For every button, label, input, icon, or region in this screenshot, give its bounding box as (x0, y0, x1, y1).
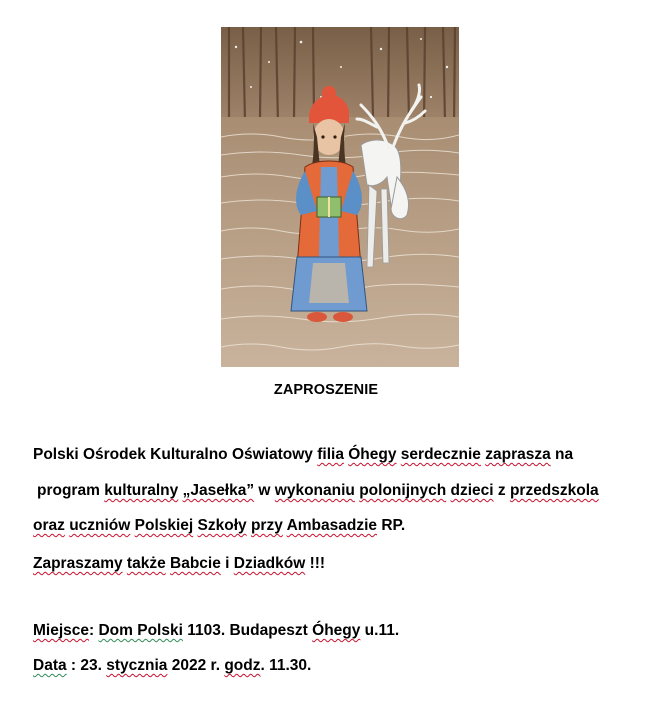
line-3-text-e: Polskiej (134, 517, 194, 534)
place-venue: Dom Polski (98, 622, 183, 639)
line-1-text-f: serdecznie (400, 446, 481, 463)
paragraph-line-1 (33, 445, 573, 465)
date-hour-label: godz (224, 657, 261, 674)
line-2-text-j: dzieci (450, 482, 494, 499)
line-4-text-a: Zapraszamy (33, 555, 123, 572)
place-address: 1103. Budapeszt (182, 622, 313, 639)
line-2-text-h: polonijnych (359, 482, 447, 499)
line-2-text-k: z (493, 482, 510, 499)
line-1-text-d: Óhegy (348, 446, 397, 463)
event-date (33, 656, 311, 676)
line-2-text-b: kulturalny (104, 482, 179, 499)
line-4-text-c: także (126, 555, 166, 572)
line-2-text-e: w (254, 482, 275, 499)
paragraph-line-3 (33, 516, 405, 536)
line-4-text-f: i (220, 555, 234, 572)
date-month: stycznia (106, 657, 168, 674)
place-street: u.11. (360, 622, 400, 639)
paragraph-line-2 (37, 481, 599, 501)
invitation-title: ZAPROSZENIE (273, 382, 379, 398)
line-3-text-c: uczniów (69, 517, 131, 534)
line-4-text-h: !!! (305, 555, 326, 572)
line-2-text-a: program (37, 482, 105, 499)
line-2-text-d: „Jasełka” (182, 482, 255, 499)
place-district: Óhegy (312, 622, 361, 639)
line-3-text-i: przy (250, 517, 283, 534)
line-3-text-l: RP. (377, 517, 406, 534)
date-time: . 11.30. (260, 657, 312, 674)
event-place (33, 621, 399, 641)
line-3-text-k: Ambasadzie (286, 517, 378, 534)
date-label: Data (33, 657, 67, 674)
line-2-text-f: wykonaniu (274, 482, 355, 499)
line-1-text-b: filia (317, 446, 344, 463)
line-1-text-h: zaprasza (485, 446, 551, 463)
line-1-text-a: Polski Ośrodek Kulturalno Oświatowy (33, 446, 318, 463)
line-1-text-i: na (550, 446, 574, 463)
line-4-text-e: Babcie (170, 555, 221, 572)
date-year: 2022 r. (167, 657, 225, 674)
invitation-illustration (221, 27, 459, 367)
place-colon: : (89, 622, 99, 639)
line-3-text-g: Szkoły (197, 517, 247, 534)
line-3-text-a: oraz (33, 517, 65, 534)
paragraph-line-4 (33, 554, 325, 574)
place-label: Miejsce (33, 622, 90, 639)
line-4-text-g: Dziadków (233, 555, 306, 572)
date-day: : 23. (66, 657, 107, 674)
girl-with-reindeer-icon (221, 27, 459, 367)
line-2-text-l: przedszkola (509, 482, 599, 499)
